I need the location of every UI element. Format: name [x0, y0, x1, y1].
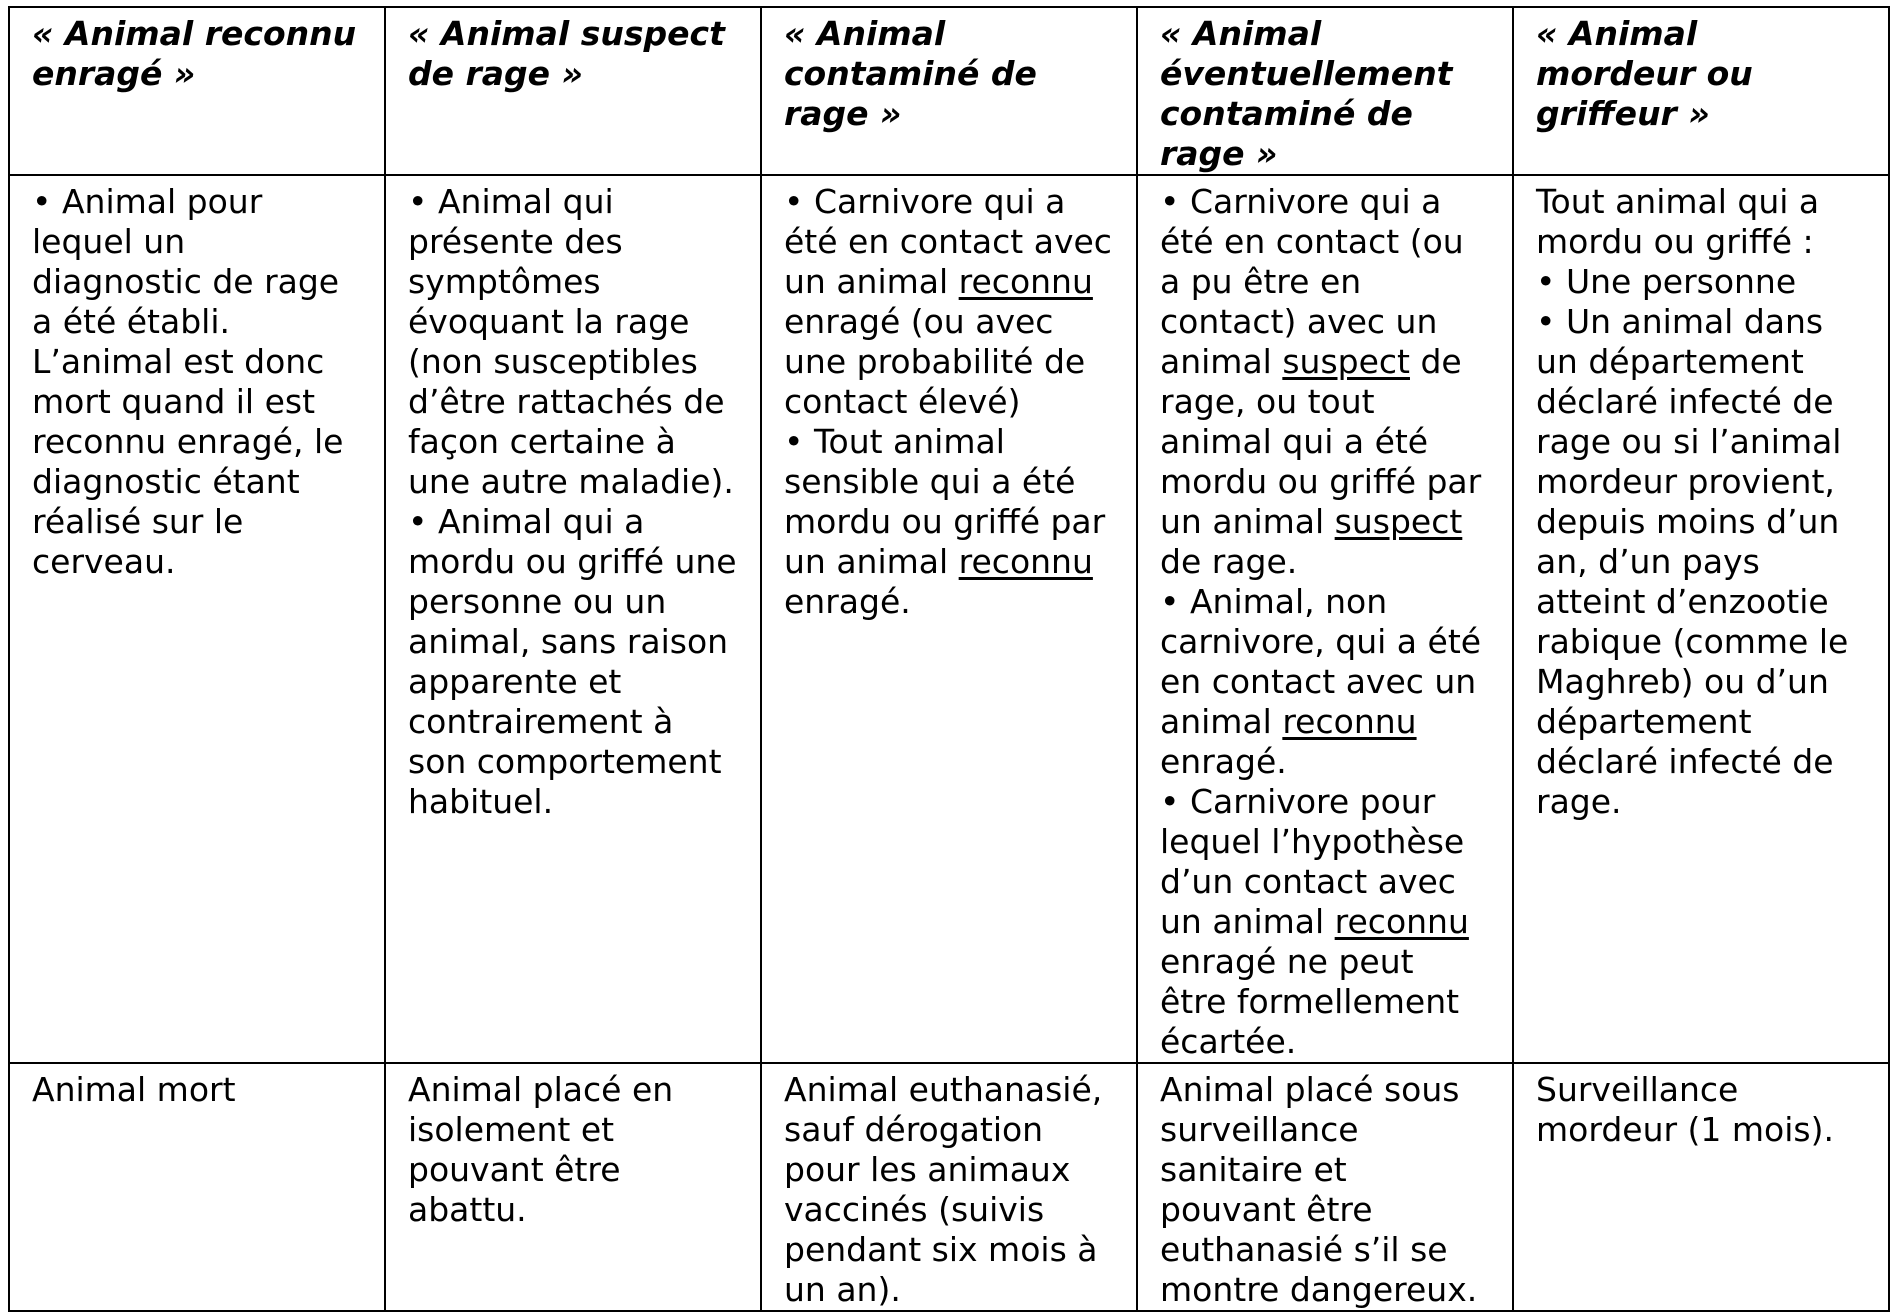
- text-fragment: de rage, ou tout animal qui a été mordu ou griffé par un animal: [1160, 342, 1482, 541]
- definition-bullet: [784, 182, 1114, 422]
- definitions-row: [9, 175, 1889, 1063]
- definition-cell-reconnu-enrage: [9, 175, 385, 1063]
- definition-bullet: • Un animal dans un département déclaré infecté de rage ou si l’animal mordeur provient, depuis moins d’un an, d’un pays atteint d’enzootie rabique (comme le Maghreb) ou d’un département déclaré infecté de rage.: [1536, 302, 1849, 821]
- header-cell: [761, 7, 1137, 175]
- text-fragment: enragé.: [784, 582, 911, 621]
- measure-text: Animal euthanasié, sauf dérogation pour les animaux vaccinés (suivis pendant six mois à un an).: [784, 1070, 1103, 1309]
- header-contamine-de-rage: « Animal contaminé de rage »: [784, 14, 1037, 133]
- underlined-term: suspect: [1334, 502, 1463, 541]
- header-reconnu-enrage: « Animal reconnu enragé »: [32, 14, 357, 93]
- underlined-term: reconnu: [958, 542, 1093, 581]
- text-fragment: enragé ne peut être formellement écartée.: [1160, 942, 1460, 1061]
- measure-text: Animal mort: [32, 1070, 236, 1109]
- definition-bullet: • Animal qui a mordu ou griffé une personne ou un animal, sans raison apparente et contrairement à son comportement habituel.: [408, 502, 737, 821]
- definition-bullet: [1160, 182, 1490, 582]
- measure-cell: [9, 1063, 385, 1311]
- measures-row: [9, 1063, 1889, 1311]
- definition-cell-eventuellement: [1137, 175, 1513, 1063]
- text-fragment: de rage.: [1160, 542, 1298, 581]
- measure-cell: [1513, 1063, 1889, 1311]
- text-fragment: • Carnivore qui a été en contact (ou a pu être en contact) avec un animal: [1160, 182, 1464, 381]
- rabies-status-table: [8, 6, 1890, 1312]
- header-eventuellement-contamine: « Animal éventuellement contaminé de rage »: [1160, 14, 1453, 173]
- header-cell: [1137, 7, 1513, 175]
- text-fragment: enragé (ou avec une probabilité de contact élevé): [784, 302, 1086, 421]
- definition-bullet: • Animal pour lequel un diagnostic de rage a été établi. L’animal est donc mort quand il est reconnu enragé, le diagnostic étant réalisé sur le cerveau.: [32, 182, 344, 581]
- header-cell: [385, 7, 761, 175]
- header-cell: [1513, 7, 1889, 175]
- measure-text: Surveillance mordeur (1 mois).: [1536, 1070, 1834, 1149]
- underlined-term: reconnu: [1282, 702, 1417, 741]
- definition-cell-suspect: [385, 175, 761, 1063]
- text-fragment: • Tout animal sensible qui a été mordu ou griffé par un animal: [784, 422, 1106, 581]
- text-fragment: enragé.: [1160, 742, 1287, 781]
- underlined-term: reconnu: [1334, 902, 1469, 941]
- header-row: [9, 7, 1889, 175]
- header-cell: [9, 7, 385, 175]
- definition-intro: Tout animal qui a mordu ou griffé :: [1536, 182, 1820, 261]
- text-fragment: • Carnivore qui a été en contact avec un animal: [784, 182, 1112, 301]
- measure-cell: [761, 1063, 1137, 1311]
- measure-cell: [385, 1063, 761, 1311]
- definition-bullet: • Animal qui présente des symptômes évoquant la rage (non susceptibles d’être rattachés de façon certaine à une autre maladie).: [408, 182, 734, 501]
- measure-text: Animal placé sous surveillance sanitaire et pouvant être euthanasié s’il se montre dangereux.: [1160, 1070, 1478, 1309]
- measure-text: Animal placé en isolement et pouvant être abattu.: [408, 1070, 674, 1229]
- definition-cell-mordeur: [1513, 175, 1889, 1063]
- definition-bullet: • Une personne: [1536, 262, 1797, 301]
- measure-cell: [1137, 1063, 1513, 1311]
- definition-bullet: [784, 422, 1114, 622]
- text-fragment: • Animal, non carnivore, qui a été en contact avec un animal: [1160, 582, 1482, 741]
- header-mordeur-griffeur: « Animal mordeur ou griffeur »: [1536, 14, 1753, 133]
- text-fragment: • Carnivore pour lequel l’hypothèse d’un contact avec un animal: [1160, 782, 1465, 941]
- underlined-term: suspect: [1282, 342, 1410, 381]
- definition-cell-contamine: [761, 175, 1137, 1063]
- definition-bullet: [1160, 782, 1490, 1062]
- definition-bullet: [1160, 582, 1490, 782]
- header-suspect-de-rage: « Animal suspect de rage »: [408, 14, 725, 93]
- underlined-term: reconnu: [958, 262, 1093, 301]
